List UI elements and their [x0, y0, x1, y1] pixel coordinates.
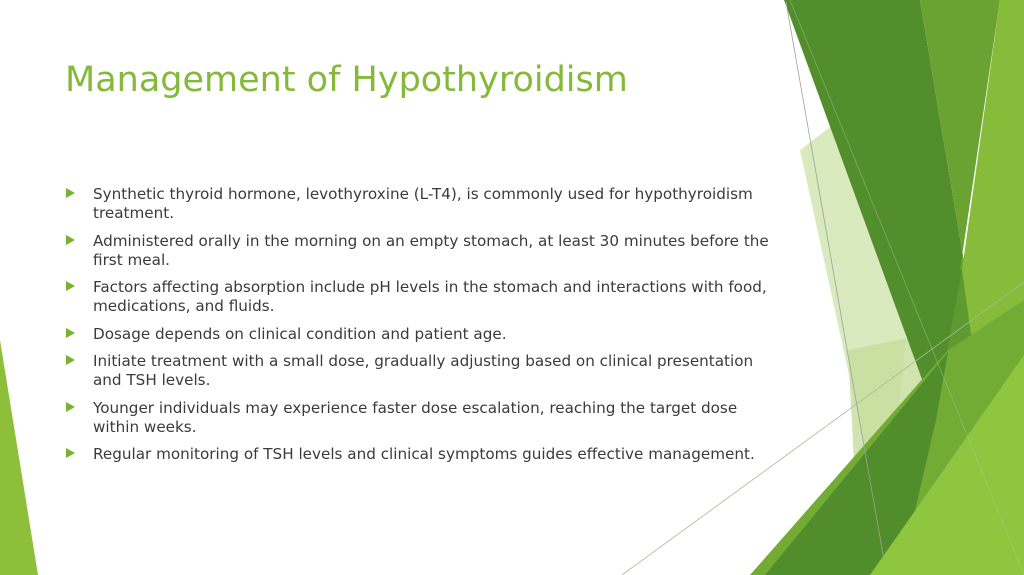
bullet-item — [66, 185, 772, 223]
triangle-bullet-icon — [66, 448, 75, 458]
bullet-item — [66, 325, 772, 344]
bullet-text: Factors affecting absorption include pH levels in the stomach and interactions with food, medications, and fluids. — [93, 278, 767, 315]
triangle-bullet-icon — [66, 188, 75, 198]
bullet-item — [66, 445, 772, 464]
triangle-bullet-icon — [66, 355, 75, 365]
bullet-text: Dosage depends on clinical condition and patient age. — [93, 324, 507, 343]
bullet-item — [66, 278, 772, 316]
triangle-bullet-icon — [66, 402, 75, 412]
triangle-bullet-icon — [66, 235, 75, 245]
bullet-item — [66, 399, 772, 437]
bullet-item — [66, 352, 772, 390]
bullet-text: Initiate treatment with a small dose, gradually adjusting based on clinical presentation and TSH levels. — [93, 352, 754, 389]
bullet-text: Synthetic thyroid hormone, levothyroxine (L-T4), is commonly used for hypothyroidism treatment. — [93, 185, 753, 222]
bullet-text: Younger individuals may experience faster dose escalation, reaching the target dose within weeks. — [93, 398, 738, 436]
triangle-bullet-icon — [66, 281, 75, 291]
triangle-bullet-icon — [66, 328, 75, 338]
bullet-text: Regular monitoring of TSH levels and clinical symptoms guides effective management. — [93, 445, 755, 463]
left-edge-facet — [0, 340, 38, 575]
bullet-item — [66, 232, 772, 270]
slide-title: Management of Hypothyroidism — [65, 60, 628, 100]
bullet-text: Administered orally in the morning on an empty stomach, at least 30 minutes before the first meal. — [93, 231, 769, 269]
bullet-list — [66, 185, 772, 473]
